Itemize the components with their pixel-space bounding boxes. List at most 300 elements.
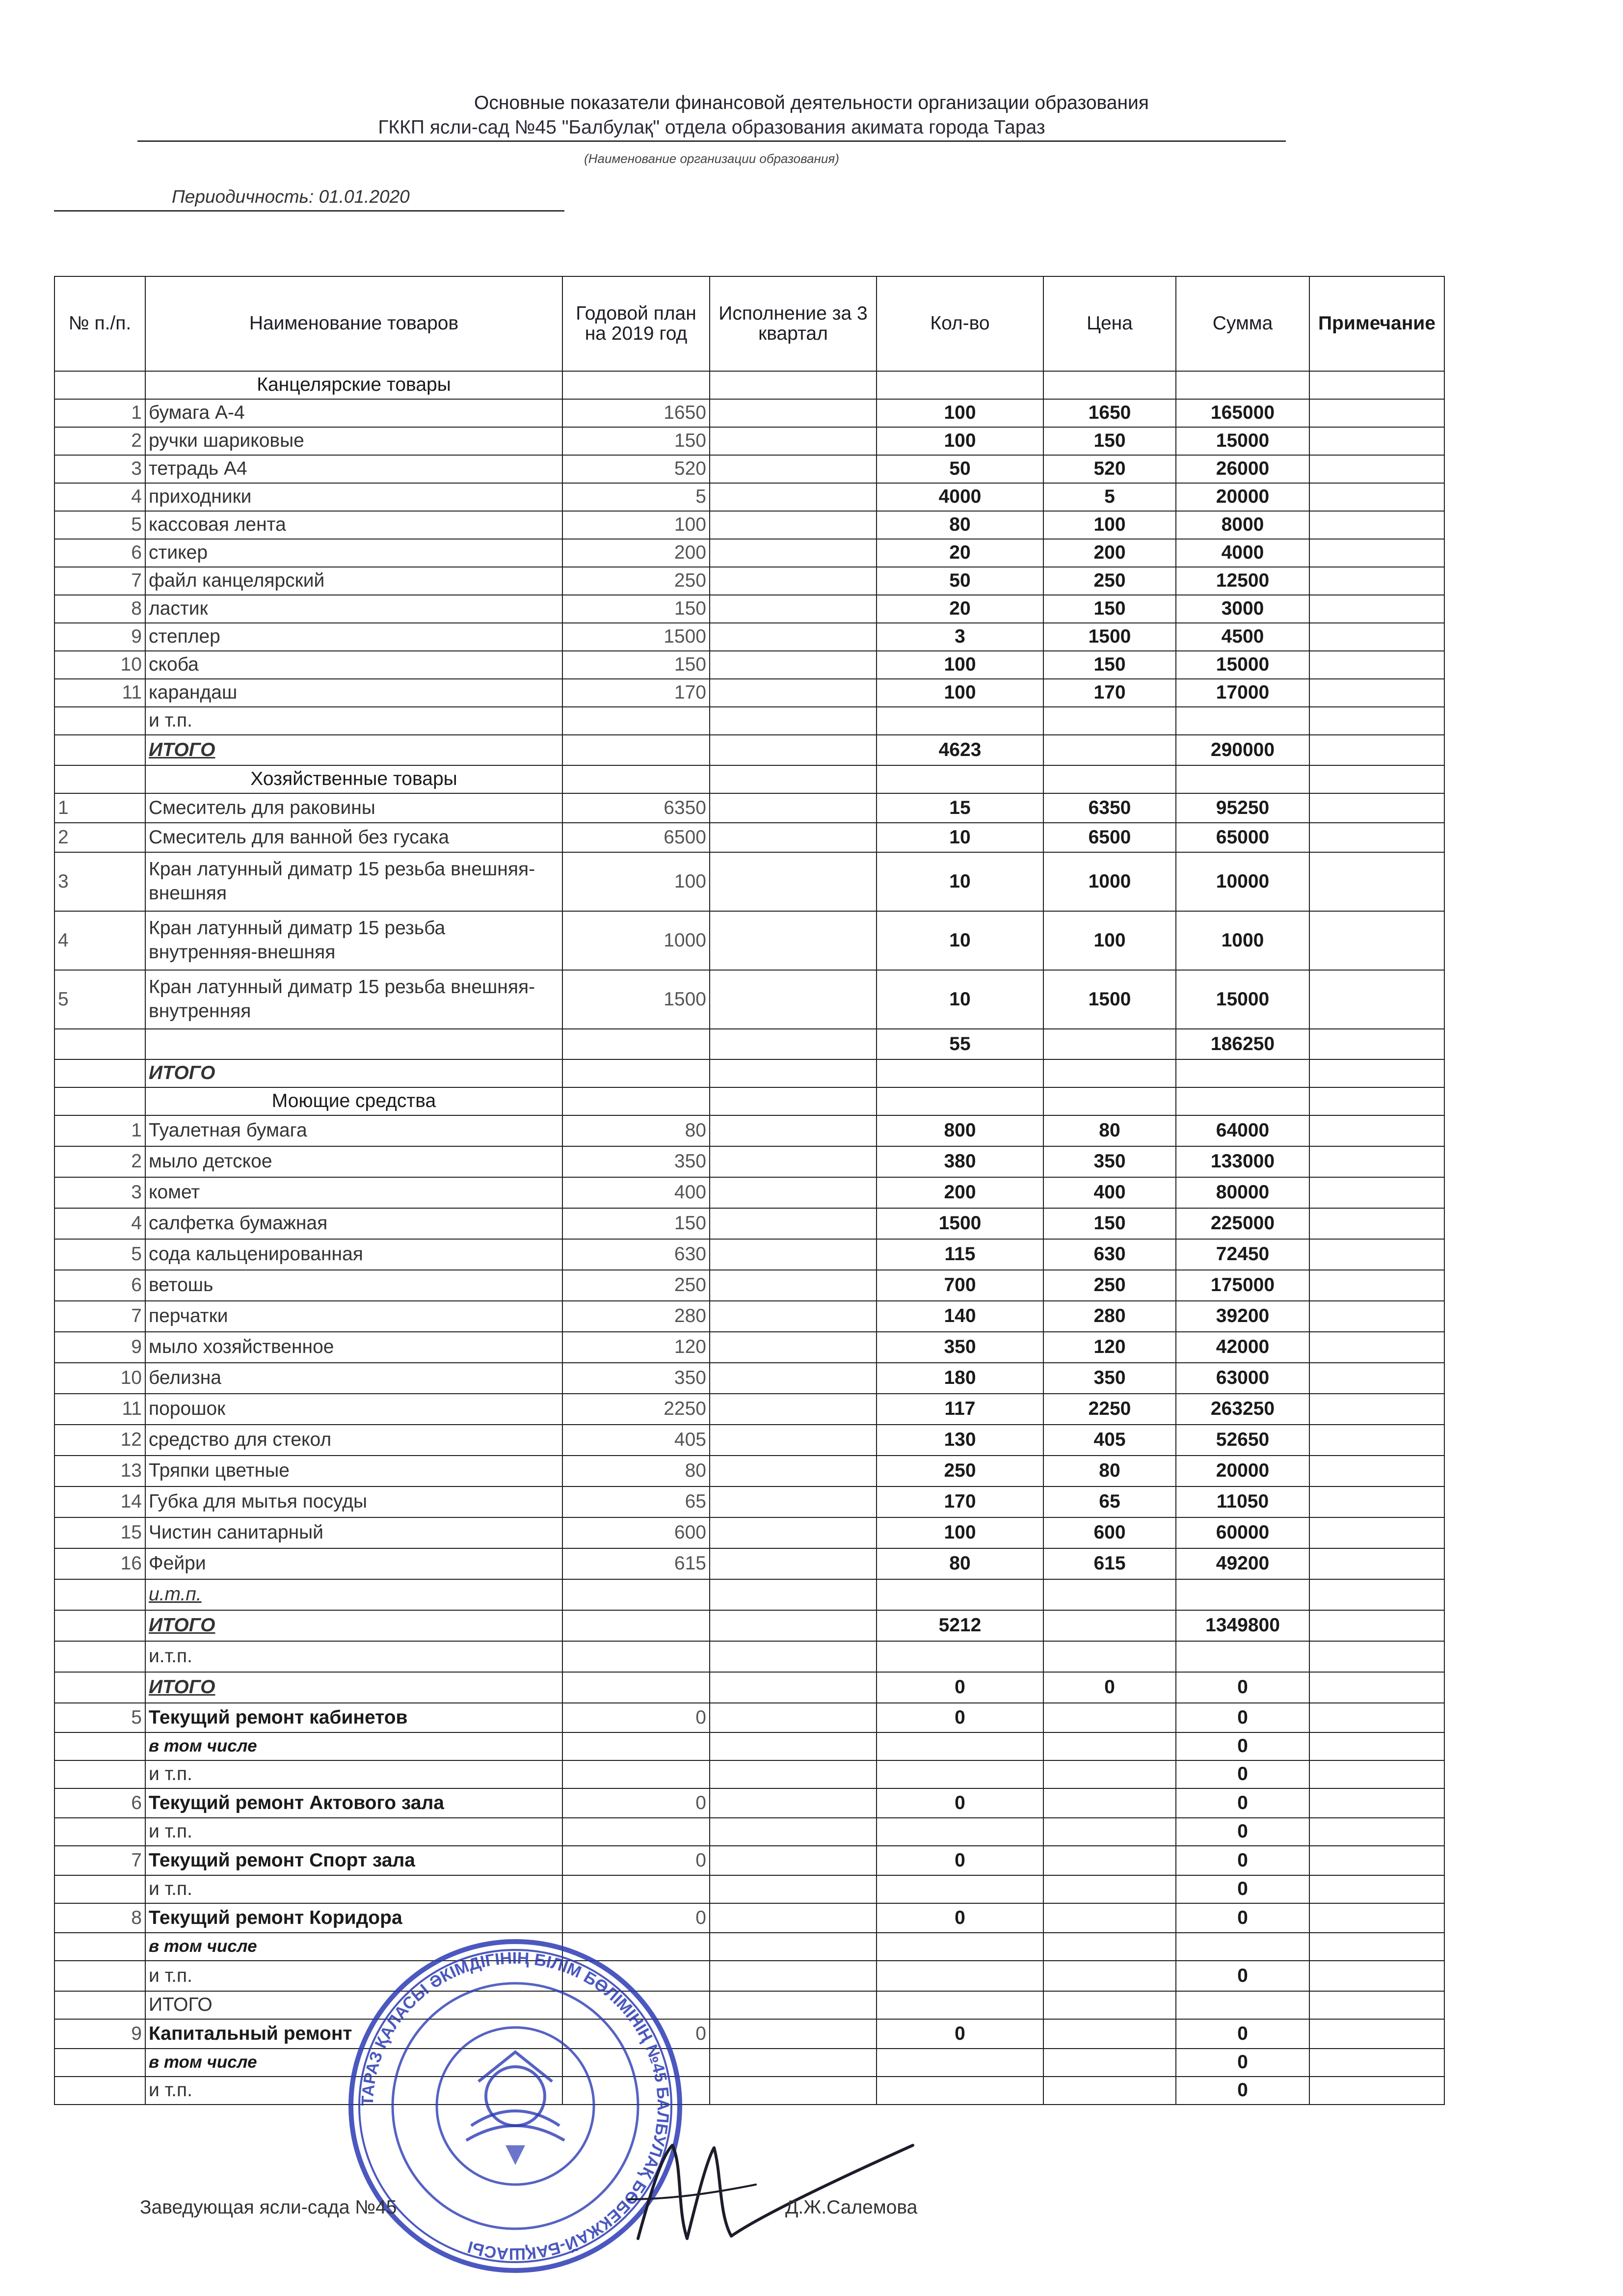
table-cell: 200 (562, 539, 710, 567)
table-cell: 3 (54, 852, 145, 911)
table-cell: 60000 (1176, 1517, 1309, 1548)
table-cell: 1000 (1176, 911, 1309, 970)
table-cell: белизна (145, 1363, 562, 1394)
table-cell: 165000 (1176, 399, 1309, 427)
table-row (54, 1239, 1444, 1270)
table-cell: и.т.п. (145, 1579, 562, 1610)
col-header-note: Примечание (1309, 276, 1444, 371)
table-cell: 5 (54, 1239, 145, 1270)
table-cell: 175000 (1176, 1270, 1309, 1301)
table-row (54, 483, 1444, 511)
table-cell: Текущий ремонт кабинетов (145, 1703, 562, 1732)
table-cell: 5 (562, 483, 710, 511)
table-cell: ИТОГО (145, 735, 562, 765)
table-cell: степлер (145, 623, 562, 651)
table-cell: Текущий ремонт Коридора (145, 1903, 562, 1933)
table-cell: 150 (1043, 651, 1176, 679)
table-cell: 42000 (1176, 1332, 1309, 1363)
table-cell: 3 (877, 623, 1043, 651)
section-header-row (54, 1087, 1444, 1115)
table-cell: 0 (1043, 1672, 1176, 1703)
table-cell: 20 (877, 539, 1043, 567)
table-row (54, 623, 1444, 651)
table-cell: 350 (1043, 1146, 1176, 1177)
table-row (54, 1933, 1444, 1961)
table-cell: 7 (54, 1846, 145, 1875)
etc-row (54, 1579, 1444, 1610)
table-cell: и т.п. (145, 1875, 562, 1903)
etc-row (54, 2077, 1444, 2105)
table-cell: 72450 (1176, 1239, 1309, 1270)
table-cell: 9 (54, 1332, 145, 1363)
table-cell: Текущий ремонт Спорт зала (145, 1846, 562, 1875)
table-cell: 55 (877, 1029, 1043, 1059)
table-cell: 140 (877, 1301, 1043, 1332)
table-cell: скоба (145, 651, 562, 679)
table-cell: 3000 (1176, 595, 1309, 623)
table-cell: 0 (877, 1672, 1043, 1703)
table-cell: 263250 (1176, 1394, 1309, 1425)
table-cell: Кран латунный диматр 15 резьба внешняя-внешняя (145, 852, 562, 911)
organization-name: ГККП ясли-сад №45 "Балбулақ" отдела образования акимата города Тараз (137, 117, 1286, 142)
table-row (54, 595, 1444, 623)
table-cell: 0 (877, 1846, 1043, 1875)
table-cell: 80 (562, 1115, 710, 1146)
table-cell: 130 (877, 1425, 1043, 1456)
total-row (54, 1672, 1444, 1703)
table-cell: 380 (877, 1146, 1043, 1177)
table-cell: 20 (877, 595, 1043, 623)
table-cell: 280 (1043, 1301, 1176, 1332)
table-cell: ручки шариковые (145, 427, 562, 455)
subtotal-row (54, 1029, 1444, 1059)
table-cell: и т.п. (145, 1818, 562, 1846)
table-cell: 50 (877, 567, 1043, 595)
table-cell: 0 (562, 1788, 710, 1818)
table-row (54, 399, 1444, 427)
organization-caption: (Наименование организации образования) (584, 151, 839, 166)
etc-row (54, 1760, 1444, 1788)
table-cell: 6500 (562, 823, 710, 852)
table-row (54, 852, 1444, 911)
table-cell: 0 (1176, 1672, 1309, 1703)
table-cell: кассовая лента (145, 511, 562, 539)
table-cell: Смеситель для раковины (145, 793, 562, 823)
etc-row (54, 707, 1444, 735)
table-cell: 150 (1043, 1208, 1176, 1239)
table-row (54, 1788, 1444, 1818)
table-cell: 100 (877, 1517, 1043, 1548)
table-cell: 10 (877, 970, 1043, 1029)
table-row (54, 1903, 1444, 1933)
table-row (54, 651, 1444, 679)
table-cell: 0 (1176, 1818, 1309, 1846)
table-cell: 9 (54, 2019, 145, 2049)
table-cell: 1000 (562, 911, 710, 970)
table-cell: 15000 (1176, 970, 1309, 1029)
table-cell: 65 (1043, 1486, 1176, 1517)
signature-icon (609, 2126, 923, 2258)
table-cell: 5 (1043, 483, 1176, 511)
table-cell: 2250 (1043, 1394, 1176, 1425)
table-cell: 80 (877, 511, 1043, 539)
table-cell: 80000 (1176, 1177, 1309, 1208)
table-cell: 14 (54, 1486, 145, 1517)
table-cell: 20000 (1176, 483, 1309, 511)
table-row (54, 567, 1444, 595)
table-cell: 95250 (1176, 793, 1309, 823)
financial-table (54, 276, 1445, 2105)
table-cell: 133000 (1176, 1146, 1309, 1177)
table-cell: 700 (877, 1270, 1043, 1301)
table-cell: 15 (877, 793, 1043, 823)
table-cell: 1 (54, 1115, 145, 1146)
table-cell: 7 (54, 1301, 145, 1332)
table-cell: 186250 (1176, 1029, 1309, 1059)
table-row (54, 1363, 1444, 1394)
table-cell: 50 (877, 455, 1043, 483)
section-title: Хозяйственные товары (145, 765, 562, 793)
table-cell: 120 (562, 1332, 710, 1363)
table-cell: 26000 (1176, 455, 1309, 483)
table-cell: 8 (54, 1903, 145, 1933)
table-cell: 10 (877, 823, 1043, 852)
section-title: Моющие средства (145, 1087, 562, 1115)
table-row (54, 1301, 1444, 1332)
table-cell: Текущий ремонт Актового зала (145, 1788, 562, 1818)
table-cell: приходники (145, 483, 562, 511)
table-cell: 630 (1043, 1239, 1176, 1270)
table-cell: порошок (145, 1394, 562, 1425)
table-cell: 0 (877, 2019, 1043, 2049)
section-header-row (54, 765, 1444, 793)
table-cell: 225000 (1176, 1208, 1309, 1239)
table-cell: 2 (54, 1146, 145, 1177)
table-cell: 520 (1043, 455, 1176, 483)
table-cell: 6350 (1043, 793, 1176, 823)
table-cell: 100 (562, 852, 710, 911)
table-row (54, 2019, 1444, 2049)
table-row (54, 1177, 1444, 1208)
col-header-exec: Исполнение за 3 квартал (710, 276, 877, 371)
table-cell: 7 (54, 567, 145, 595)
etc-row (54, 1818, 1444, 1846)
table-cell: 16 (54, 1548, 145, 1579)
table-cell: 0 (562, 1846, 710, 1875)
table-row (54, 1270, 1444, 1301)
table-cell: 615 (1043, 1548, 1176, 1579)
table-cell: 4 (54, 911, 145, 970)
table-cell: средство для стекол (145, 1425, 562, 1456)
table-cell: 5212 (877, 1610, 1043, 1641)
table-cell: 1650 (562, 399, 710, 427)
table-cell: в том числе (145, 1933, 562, 1961)
table-cell: тетрадь А4 (145, 455, 562, 483)
table-cell: 0 (877, 1703, 1043, 1732)
table-cell: стикер (145, 539, 562, 567)
signatory-position: Заведующая ясли-сада №45 (140, 2197, 397, 2218)
table-cell: ИТОГО (145, 1610, 562, 1641)
table-cell: бумага А-4 (145, 399, 562, 427)
table-row (54, 539, 1444, 567)
table-cell: 0 (1176, 1875, 1309, 1903)
table-row (54, 911, 1444, 970)
table-cell: 100 (1043, 911, 1176, 970)
table-cell: 11 (54, 1394, 145, 1425)
table-cell: 600 (562, 1517, 710, 1548)
table-cell: 350 (877, 1332, 1043, 1363)
col-header-plan: Годовой план на 2019 год (562, 276, 710, 371)
table-cell: комет (145, 1177, 562, 1208)
table-cell: 15000 (1176, 651, 1309, 679)
table-cell: Капитальный ремонт (145, 2019, 562, 2049)
table-cell: 150 (1043, 427, 1176, 455)
financial-table-wrapper (54, 276, 1445, 2105)
table-cell: и т.п. (145, 1760, 562, 1788)
table-row (54, 2049, 1444, 2077)
table-cell: 12500 (1176, 567, 1309, 595)
table-cell: 0 (1176, 1732, 1309, 1760)
table-cell: 0 (1176, 1703, 1309, 1732)
table-row (54, 1517, 1444, 1548)
table-cell: 80 (1043, 1456, 1176, 1486)
table-cell: 9 (54, 623, 145, 651)
table-cell: Губка для мытья посуды (145, 1486, 562, 1517)
table-cell: ветошь (145, 1270, 562, 1301)
etc-row (54, 1641, 1444, 1672)
table-cell: 1500 (1043, 623, 1176, 651)
table-cell: 350 (1043, 1363, 1176, 1394)
table-cell: Фейри (145, 1548, 562, 1579)
table-cell: Смеситель для ванной без гусака (145, 823, 562, 852)
table-cell: 10 (877, 911, 1043, 970)
table-cell: 0 (1176, 1846, 1309, 1875)
table-cell: 6 (54, 1788, 145, 1818)
table-cell: 65000 (1176, 823, 1309, 852)
table-row (54, 1486, 1444, 1517)
total-row (54, 1991, 1444, 2019)
table-cell: 1000 (1043, 852, 1176, 911)
table-cell: 6500 (1043, 823, 1176, 852)
table-cell: 5 (54, 970, 145, 1029)
table-cell: 180 (877, 1363, 1043, 1394)
table-cell: 100 (877, 651, 1043, 679)
etc-row (54, 1961, 1444, 1991)
table-cell: и т.п. (145, 707, 562, 735)
table-cell: 11 (54, 679, 145, 707)
table-cell: 290000 (1176, 735, 1309, 765)
section-title: Канцелярские товары (145, 371, 562, 399)
table-cell: 280 (562, 1301, 710, 1332)
table-cell: 12 (54, 1425, 145, 1456)
etc-row (54, 1875, 1444, 1903)
table-cell: 250 (562, 1270, 710, 1301)
col-header-qty: Кол-во (877, 276, 1043, 371)
table-cell: Чистин санитарный (145, 1517, 562, 1548)
table-row (54, 1703, 1444, 1732)
table-cell: 115 (877, 1239, 1043, 1270)
table-cell: 250 (877, 1456, 1043, 1486)
table-cell: в том числе (145, 2049, 562, 2077)
table-cell: 0 (877, 1903, 1043, 1933)
table-cell: 10000 (1176, 852, 1309, 911)
table-cell: 1500 (562, 970, 710, 1029)
table-row (54, 427, 1444, 455)
table-row (54, 1208, 1444, 1239)
table-cell: 0 (1176, 1961, 1309, 1991)
col-header-name: Наименование товаров (145, 276, 562, 371)
table-cell: 1 (54, 399, 145, 427)
table-cell: 150 (1043, 595, 1176, 623)
table-cell: карандаш (145, 679, 562, 707)
table-cell: 2250 (562, 1394, 710, 1425)
table-cell: 150 (562, 651, 710, 679)
table-cell: Кран латунный диматр 15 резьба внутренняя-внешняя (145, 911, 562, 970)
table-row (54, 511, 1444, 539)
table-cell: 6 (54, 1270, 145, 1301)
table-cell: 3 (54, 455, 145, 483)
table-cell: 13 (54, 1456, 145, 1486)
section-header-row (54, 371, 1444, 399)
table-cell: 615 (562, 1548, 710, 1579)
table-cell: и т.п. (145, 2077, 562, 2105)
table-cell: 11050 (1176, 1486, 1309, 1517)
table-cell: 0 (1176, 2019, 1309, 2049)
table-cell: 1500 (877, 1208, 1043, 1239)
table-header-row (54, 276, 1444, 371)
table-cell: 400 (1043, 1177, 1176, 1208)
table-cell: 80 (877, 1548, 1043, 1579)
table-cell: 800 (877, 1115, 1043, 1146)
table-cell: 170 (1043, 679, 1176, 707)
table-cell: 100 (877, 427, 1043, 455)
table-cell: 200 (1043, 539, 1176, 567)
table-cell: 80 (562, 1456, 710, 1486)
table-cell: 630 (562, 1239, 710, 1270)
table-cell: Туалетная бумага (145, 1115, 562, 1146)
table-cell: 15000 (1176, 427, 1309, 455)
table-cell: 4 (54, 483, 145, 511)
table-cell: 63000 (1176, 1363, 1309, 1394)
table-cell: 20000 (1176, 1456, 1309, 1486)
table-cell: 64000 (1176, 1115, 1309, 1146)
table-cell: 4500 (1176, 623, 1309, 651)
table-row (54, 1732, 1444, 1760)
table-cell: 10 (54, 1363, 145, 1394)
table-cell: мыло хозяйственное (145, 1332, 562, 1363)
table-cell: 0 (1176, 1760, 1309, 1788)
document-title: Основные показатели финансовой деятельности организации образования (474, 92, 1149, 113)
table-row (54, 1394, 1444, 1425)
table-cell: сода кальценированная (145, 1239, 562, 1270)
table-cell: 4000 (877, 483, 1043, 511)
table-cell: 350 (562, 1363, 710, 1394)
table-cell: ИТОГО (145, 1672, 562, 1703)
table-cell: ИТОГО (145, 1991, 562, 2019)
table-cell: 1500 (1043, 970, 1176, 1029)
table-cell: 5 (54, 1703, 145, 1732)
table-cell: 350 (562, 1146, 710, 1177)
total-row (54, 735, 1444, 765)
table-cell: 6 (54, 539, 145, 567)
table-cell: 1349800 (1176, 1610, 1309, 1641)
table-cell: 405 (1043, 1425, 1176, 1456)
table-cell: 0 (562, 1703, 710, 1732)
table-cell: 2 (54, 427, 145, 455)
table-cell: 1650 (1043, 399, 1176, 427)
table-cell: 52650 (1176, 1425, 1309, 1456)
table-cell: 2 (54, 823, 145, 852)
table-row (54, 1146, 1444, 1177)
table-cell: 1 (54, 793, 145, 823)
table-cell: 8000 (1176, 511, 1309, 539)
signatory-name: Д.Ж.Салемова (785, 2197, 918, 2218)
table-row (54, 679, 1444, 707)
table-cell: 0 (1176, 2077, 1309, 2105)
table-cell: 4 (54, 1208, 145, 1239)
table-cell: 520 (562, 455, 710, 483)
table-cell: 39200 (1176, 1301, 1309, 1332)
table-cell: 6350 (562, 793, 710, 823)
table-cell: 65 (562, 1486, 710, 1517)
table-cell: 0 (1176, 1788, 1309, 1818)
table-cell: 4000 (1176, 539, 1309, 567)
table-cell: ластик (145, 595, 562, 623)
table-cell: 80 (1043, 1115, 1176, 1146)
table-cell: 250 (1043, 567, 1176, 595)
stamp-ring-text: ТАРАЗ ҚАЛАСЫ ӘКІМДІГІНІҢ БІЛІМ БӨЛІМІНІҢ №45 БАЛБУЛАҚ БӨБЕКЖАЙ-БАҚШАСЫ (358, 1948, 673, 2264)
table-cell: 17000 (1176, 679, 1309, 707)
table-cell: 0 (562, 1903, 710, 1933)
table-cell: 405 (562, 1425, 710, 1456)
table-cell: Кран латунный диматр 15 резьба внешняя-внутренняя (145, 970, 562, 1029)
table-cell: 100 (1043, 511, 1176, 539)
table-cell: и.т.п. (145, 1641, 562, 1672)
table-row (54, 1456, 1444, 1486)
col-header-price: Цена (1043, 276, 1176, 371)
table-cell: 250 (562, 567, 710, 595)
table-cell: 120 (1043, 1332, 1176, 1363)
table-row (54, 970, 1444, 1029)
table-row (54, 1548, 1444, 1579)
table-cell: 15 (54, 1517, 145, 1548)
table-cell: 0 (562, 2019, 710, 2049)
col-header-sum: Сумма (1176, 276, 1309, 371)
table-cell: 0 (1176, 1903, 1309, 1933)
total-row (54, 1059, 1444, 1087)
table-cell: Тряпки цветные (145, 1456, 562, 1486)
table-cell: 10 (54, 651, 145, 679)
table-cell: 150 (562, 1208, 710, 1239)
table-cell: 100 (562, 511, 710, 539)
table-cell: салфетка бумажная (145, 1208, 562, 1239)
table-cell: и т.п. (145, 1961, 562, 1991)
table-cell: 600 (1043, 1517, 1176, 1548)
table-cell: 117 (877, 1394, 1043, 1425)
table-row (54, 823, 1444, 852)
total-row (54, 1610, 1444, 1641)
table-cell: 170 (562, 679, 710, 707)
table-cell: ИТОГО (145, 1059, 562, 1087)
table-cell: 3 (54, 1177, 145, 1208)
table-row (54, 793, 1444, 823)
table-cell: 150 (562, 595, 710, 623)
table-cell: 100 (877, 399, 1043, 427)
table-cell: 170 (877, 1486, 1043, 1517)
table-cell: 150 (562, 427, 710, 455)
table-cell: мыло детское (145, 1146, 562, 1177)
table-cell: 4623 (877, 735, 1043, 765)
